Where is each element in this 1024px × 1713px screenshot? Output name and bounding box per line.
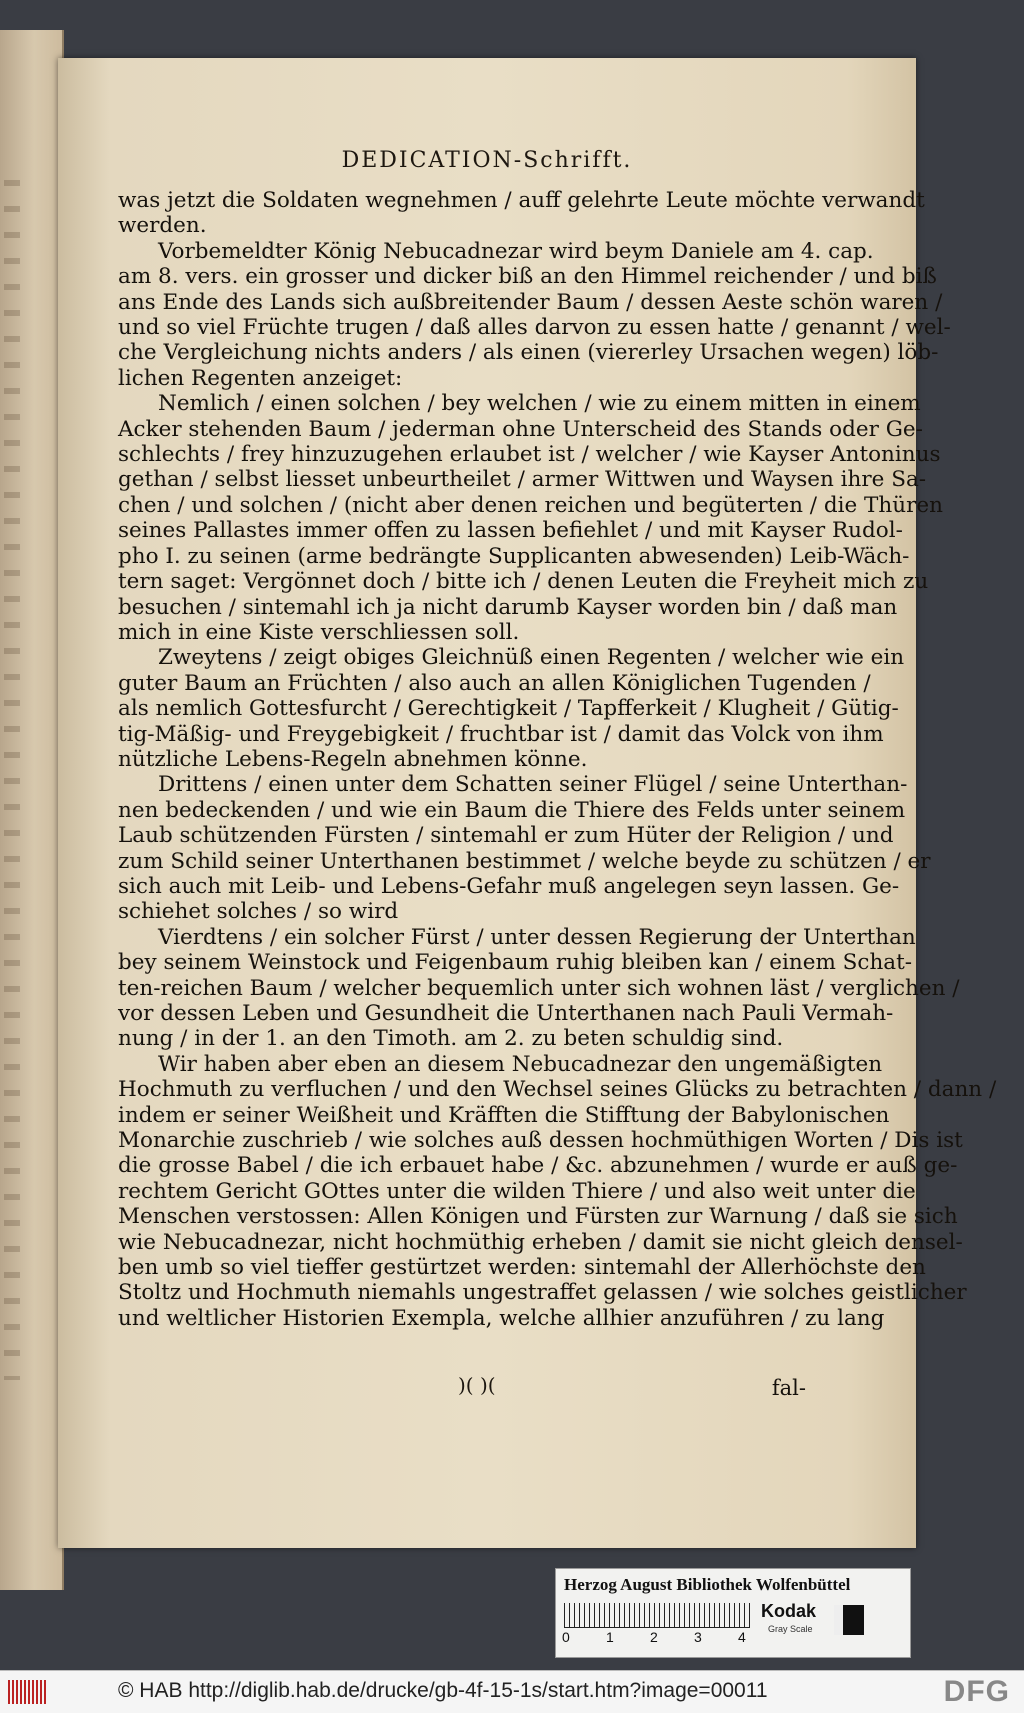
text-line: vor dessen Leben und Gesundheit die Unterthanen nach Pauli Vermah- (118, 1001, 894, 1026)
text-line: werden. (118, 213, 207, 239)
page-header: DEDICATION-Schrifft. (341, 148, 633, 173)
text-line: und weltlicher Historien Exempla, welche allhier anzuführen / zu lang (118, 1305, 885, 1331)
text-line: zum Schild seiner Unterthanen bestimmet / welche beyde zu schützen / er (118, 848, 931, 874)
scale-number: 1 (606, 1629, 614, 1645)
footer-bar (0, 1670, 1024, 1713)
previous-page-text-fragments (4, 180, 20, 1380)
text-line: Stoltz und Hochmuth niemahls ungestraffet gelassen / wie solches geistlicher (118, 1280, 967, 1306)
text-line: lichen Regenten anzeiget: (118, 365, 403, 391)
scale-number: 2 (650, 1629, 658, 1645)
copyright-link[interactable]: © HAB http://diglib.hab.de/drucke/gb-4f-15-1s/start.htm?image=00011 (118, 1679, 768, 1702)
text-line: indem er seiner Weißheit und Kräfften die Stifftung der Babylonischen (118, 1102, 890, 1128)
book-page (58, 58, 997, 1548)
scale-numbers (562, 1629, 762, 1649)
text-line: ben umb so viel tieffer gestürtzet werden: sintemahl der Allerhöchste den (118, 1255, 926, 1281)
text-line: che Vergleichung nichts anders / als einen (viererley Ursachen wegen) löb- (118, 340, 939, 366)
scale-number: 4 (738, 1629, 746, 1645)
catchword: fal- (771, 1376, 806, 1400)
text-line: Vorbemeldter König Nebucadnezar wird beym Daniele am 4. cap. (158, 238, 874, 264)
kodak-brand: Kodak (761, 1601, 817, 1621)
text-line: seines Pallastes immer offen zu lassen befiehlet / und mit Kayser Rudol- (118, 518, 903, 544)
scale-number: 0 (562, 1629, 570, 1645)
text-line: sich auch mit Leib- und Lebens-Gefahr muß angelegen seyn lassen. Ge- (118, 873, 900, 899)
text-line: besuchen / sintemahl ich ja nicht darumb Kayser worden bin / daß man (118, 594, 898, 620)
text-line: rechtem Gericht GOttes unter die wilden Thiere / und also weit unter die (118, 1178, 916, 1204)
text-line: ans Ende des Lands sich außbreitender Baum / dessen Aeste schön waren / (118, 289, 943, 315)
text-line: Hochmuth zu verfluchen / und den Wechsel seines Glücks zu betrachten / dann / (118, 1077, 997, 1103)
text-line: nützliche Lebens-Regeln abnehmen könne. (118, 746, 588, 772)
text-line: Zweytens / zeigt obiges Gleichnüß einen Regenten / welcher wie ein (158, 645, 905, 671)
text-line: Vierdtens / ein solcher Fürst / unter dessen Regierung der Unterthan (158, 924, 916, 950)
text-line: Laub schützenden Fürsten / sintemahl er zum Hüter der Religion / und (118, 823, 894, 849)
text-line: gethan / selbst liesset unbeurtheilet / armer Wittwen und Waysen ihre Sa- (118, 467, 927, 493)
text-line: schlechts / frey hinzuzugehen erlaubet ist / welcher / wie Kayser Antoninus (118, 442, 941, 468)
text-line: Nemlich / einen solchen / bey welchen / wie zu einem mitten in einem (158, 391, 921, 417)
scale-number: 3 (694, 1629, 702, 1645)
text-line: Wir haben aber eben an diesem Nebucadnezar den ungemäßigten (158, 1051, 883, 1077)
text-line: als nemlich Gottesfurcht / Gerechtigkeit / Tapfferkeit / Klugheit / Gütig- (118, 696, 899, 722)
barcode-icon (8, 1680, 48, 1704)
text-line: schiehet solches / so wird (118, 899, 399, 925)
library-name: Herzog August Bibliothek Wolfenbüttel (564, 1575, 851, 1594)
library-scale-label (555, 1568, 911, 1658)
signature-mark: )( )( (458, 1373, 496, 1397)
text-line: chen / und solchen / (nicht aber denen reichen und begüterten / die Thüren (118, 492, 943, 518)
text-line: nen bedeckenden / und wie ein Baum die Thiere des Felds unter seinem (118, 797, 906, 823)
text-line: nung / in der 1. an den Timoth. am 2. zu beten schuldig sind. (118, 1026, 784, 1052)
previous-page-edge (0, 30, 64, 1590)
kodak-gray-scale: Gray Scale (768, 1624, 813, 1634)
text-line: und so viel Früchte trugen / daß alles darvon zu essen hatte / genannt / wel- (118, 315, 951, 341)
page-text-body (118, 188, 997, 1331)
text-line: guter Baum an Früchten / also auch an allen Königlichen Tugenden / (118, 670, 871, 696)
text-line: Menschen verstossen: Allen Königen und Fürsten zur Warnung / daß sie sich (118, 1204, 958, 1230)
text-line: Monarchie zuschrieb / wie solches auß dessen hochmüthigen Worten / Dis ist (118, 1128, 963, 1154)
text-line: Acker stehenden Baum / jederman ohne Unterscheid des Stands oder Ge- (118, 416, 923, 442)
text-line: tig-Mäßig- und Freygebigkeit / fruchtbar ist / damit das Volck von ihm (118, 721, 884, 747)
text-line: wie Nebucadnezar, nicht hochmüthig erheben / damit sie nicht gleich densel- (118, 1229, 963, 1255)
gray-swatch (834, 1605, 864, 1635)
text-line: ten-reichen Baum / welcher bequemlich unter sich wohnen läst / verglichen / (118, 975, 960, 1001)
text-line: Drittens / einen unter dem Schatten seiner Flügel / seine Unterthan- (158, 772, 908, 798)
text-line: am 8. vers. ein grosser und dicker biß an den Himmel reichender / und biß (118, 264, 937, 290)
text-line: bey seinem Weinstock und Feigenbaum ruhig bleiben kan / einem Schat- (118, 950, 913, 976)
text-line: die grosse Babel / die ich erbauet habe / &c. abzunehmen / wurde er auß ge- (118, 1153, 958, 1179)
text-line: tern saget: Vergönnet doch / bitte ich / denen Leuten die Freyheit mich zu (118, 569, 929, 595)
text-line: pho I. zu seinen (arme bedrängte Supplicanten abwesenden) Leib-Wäch- (118, 543, 910, 569)
text-line: mich in eine Kiste verschliessen soll. (118, 619, 520, 645)
dfg-logo: DFG (943, 1675, 1010, 1708)
scale-ruler (564, 1603, 750, 1628)
text-line: was jetzt die Soldaten wegnehmen / auff gelehrte Leute möchte verwandt (118, 188, 925, 213)
